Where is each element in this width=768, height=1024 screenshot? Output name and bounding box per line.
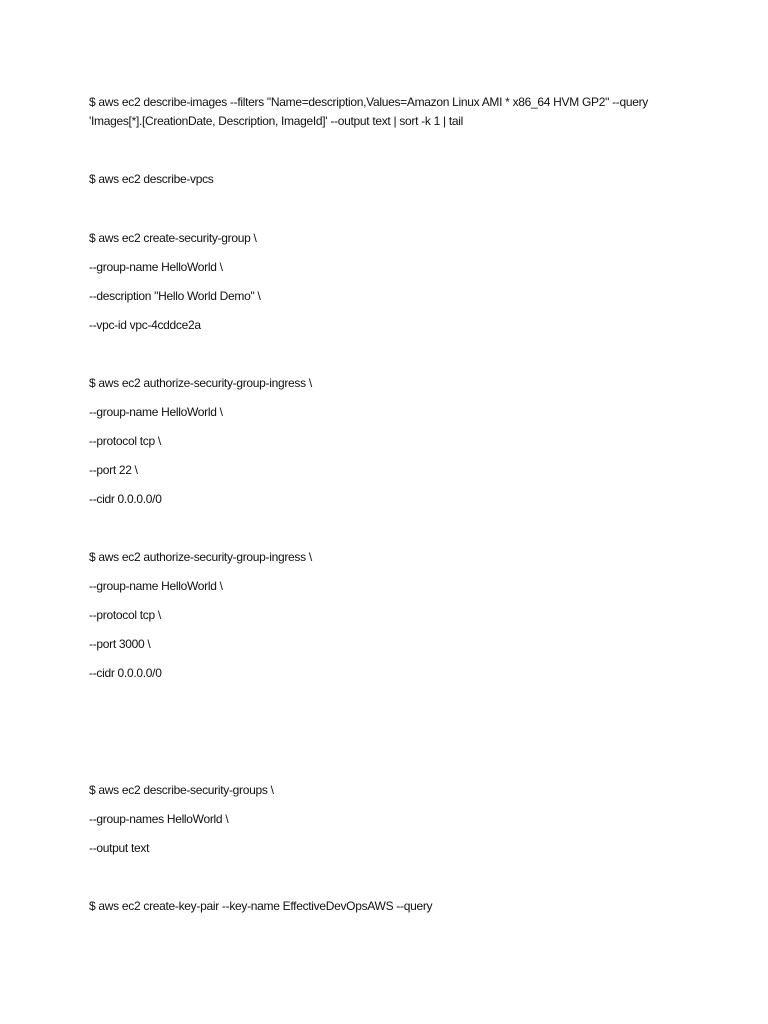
command-describe-images: $ aws ec2 describe-images --filters "Name=description,Values=Amazon Linux AMI * x86_64 HVM GP2" --query 'Images[*].[CreationDate, Description, ImageId]' --output text | sort -k 1 | tail: [89, 95, 652, 128]
command-create-key-pair: $ aws ec2 create-key-pair --key-name EffectiveDevOpsAWS --query: [89, 899, 433, 913]
option-protocol: --protocol tcp \: [89, 608, 161, 622]
option-cidr: --cidr 0.0.0.0/0: [89, 666, 162, 680]
option-protocol: --protocol tcp \: [89, 434, 161, 448]
command-authorize-ingress-ssh: $ aws ec2 authorize-security-group-ingress \: [89, 376, 312, 390]
option-group-name: --group-name HelloWorld \: [89, 579, 223, 593]
option-group-names: --group-names HelloWorld \: [89, 812, 229, 826]
command-describe-security-groups: $ aws ec2 describe-security-groups \: [89, 783, 274, 797]
option-output: --output text: [89, 841, 150, 855]
command-create-security-group: $ aws ec2 create-security-group \: [89, 231, 257, 245]
command-authorize-ingress-app: $ aws ec2 authorize-security-group-ingress \: [89, 550, 312, 564]
option-group-name: --group-name HelloWorld \: [89, 260, 223, 274]
option-port: --port 3000 \: [89, 637, 151, 651]
option-vpc-id: --vpc-id vpc-4cddce2a: [89, 318, 201, 332]
command-describe-vpcs: $ aws ec2 describe-vpcs: [89, 172, 214, 186]
option-group-name: --group-name HelloWorld \: [89, 405, 223, 419]
option-cidr: --cidr 0.0.0.0/0: [89, 492, 162, 506]
option-description: --description "Hello World Demo" \: [89, 289, 261, 303]
option-port: --port 22 \: [89, 463, 138, 477]
